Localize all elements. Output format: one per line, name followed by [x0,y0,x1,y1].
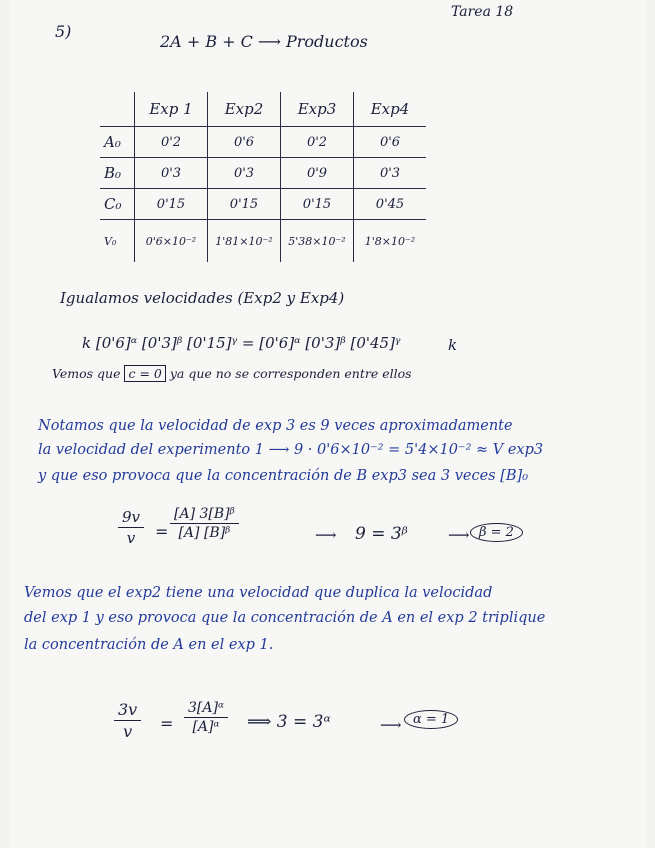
exercise-number: 5) [55,22,72,41]
table-cell: 1'81×10⁻² [208,220,281,263]
arrow-icon: ⟶ [448,526,470,544]
table-header-exp2: Exp2 [208,92,281,127]
experiments-table [100,92,426,262]
table-cell: 0'3 [354,158,427,189]
rate-equality-equation: k [0'6]ᵅ [0'3]ᵝ [0'15]ᵞ = [0'6]ᵅ [0'3]ᵝ [0'45]ᵞ [82,334,401,352]
cancelled-k: k [448,336,458,354]
arrow-icon: ⟶ [380,716,402,734]
page-title: Tarea 18 [451,4,514,20]
section3-line2: del exp 1 y eso provoca que la concentración de A en el exp 2 triplique [24,610,546,626]
table-row [100,220,426,263]
table-cell: 0'3 [208,158,281,189]
table-cell: 0'9 [281,158,354,189]
row-label: A₀ [100,127,135,158]
section3-line1: Vemos que el exp2 tiene una velocidad que duplica la velocidad [24,585,493,601]
alpha-equation: ⟹ 3 = 3ᵅ [247,712,331,732]
table-corner [100,92,135,127]
section2-line1: Notamos que la velocidad de exp 3 es 9 veces aproximadamente [38,418,513,434]
beta-equation: 9 = 3ᵝ [355,524,408,544]
section1-heading: Igualamos velocidades (Exp2 y Exp4) [60,289,345,307]
reaction-equation: 2A + B + C ⟶ Productos [160,32,368,51]
fraction-numerator: 3[A]ᵅ [184,700,228,718]
section2-line3: y que eso provoca que la concentración de B exp3 sea 3 veces [B]₀ [38,468,529,484]
table-cell: 0'15 [208,189,281,220]
row-label: V₀ [100,220,135,263]
table-cell: 5'38×10⁻² [281,220,354,263]
equals-sign: = [155,522,169,541]
table-cell: 0'2 [281,127,354,158]
beta-answer: β = 2 [470,523,523,542]
table-cell: 0'15 [135,189,208,220]
boxed-result: c = 0 [124,365,165,382]
table-header-row [100,92,426,127]
fraction-rate-ratio [114,700,141,741]
table-cell: 0'6 [208,127,281,158]
table-cell: 0'3 [135,158,208,189]
fraction-rate-ratio [118,508,144,547]
note-prefix: Vemos que [52,366,121,381]
fraction-concentration-ratio [170,506,239,541]
fraction-denominator: v [123,722,133,741]
row-label: C₀ [100,189,135,220]
table-header-exp1: Exp 1 [135,92,208,127]
fraction-denominator: [A] [B]ᵝ [178,525,231,541]
fraction-numerator: 9v [118,508,144,528]
fraction-denominator: v [126,529,136,547]
table-cell: 0'45 [354,189,427,220]
table-cell: 0'15 [281,189,354,220]
table-header-exp4: Exp4 [354,92,427,127]
fraction-concentration-ratio [184,700,228,735]
row-label: B₀ [100,158,135,189]
table-row [100,127,426,158]
table-cell: 0'6×10⁻² [135,220,208,263]
section3-line3: la concentración de A en el exp 1. [24,637,274,653]
table-header-exp3: Exp3 [281,92,354,127]
table-row [100,158,426,189]
fraction-numerator: 3v [114,700,141,721]
table-cell: 0'2 [135,127,208,158]
table-cell: 0'6 [354,127,427,158]
note-suffix: ya que no se corresponden entre ellos [169,366,412,381]
order-c-note [52,366,412,381]
fraction-denominator: [A]ᵅ [192,719,220,735]
section2-line2: la velocidad del experimento 1 ⟶ 9 · 0'6×10⁻² = 5'4×10⁻² ≈ V exp3 [38,442,544,458]
alpha-answer: α = 1 [404,710,458,729]
fraction-numerator: [A] 3[B]ᵝ [170,506,239,524]
equals-sign: = [160,714,174,733]
table-cell: 1'8×10⁻² [354,220,427,263]
arrow-icon: ⟶ [315,526,337,544]
table-row [100,189,426,220]
